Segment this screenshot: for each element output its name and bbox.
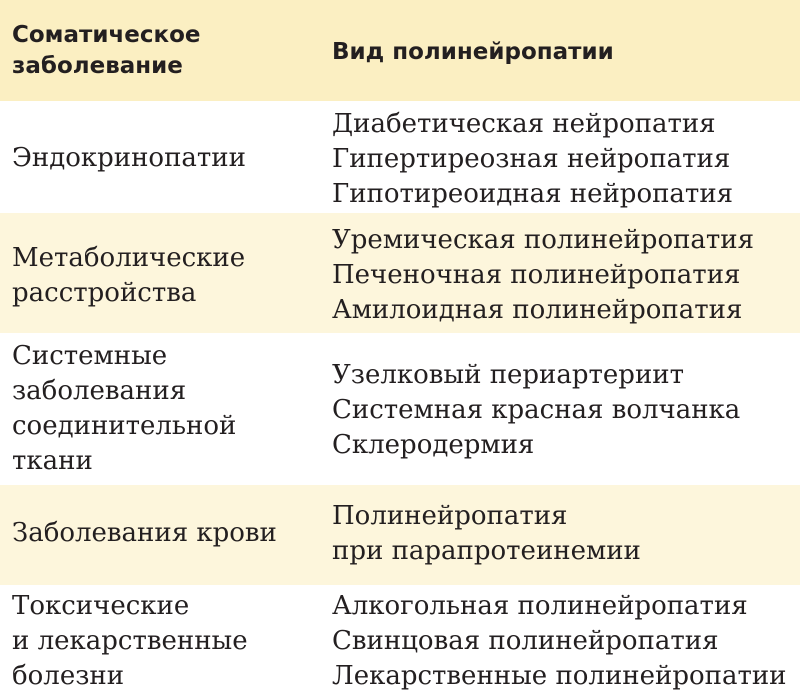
type-line: Печеночная полинейропатия (332, 260, 741, 290)
disease-line: Системные (12, 341, 168, 371)
type-line: Узелковый периартериит (332, 360, 684, 390)
type-line: Гипертиреозная нейропатия (332, 144, 731, 174)
header-somatic-disease (12, 20, 200, 82)
disease-line: соединительной (12, 411, 237, 441)
disease-cell (12, 339, 236, 479)
types-cell (332, 589, 787, 694)
disease-cell (12, 141, 246, 176)
type-line: Лекарственные полинейропатии (332, 661, 787, 691)
table-row (0, 213, 800, 333)
disease-cell (12, 516, 277, 551)
disease-line: расстройства (12, 278, 197, 308)
type-line: Уремическая полинейропатия (332, 225, 755, 255)
types-cell (332, 358, 740, 463)
type-line: Амилоидная полинейропатия (332, 295, 743, 325)
table-row (0, 585, 800, 696)
type-line: Гипотиреоидная нейропатия (332, 179, 734, 209)
types-cell (332, 223, 754, 328)
disease-line: Заболевания крови (12, 518, 277, 548)
header-neuropathy-type: Вид полинейропатии (332, 39, 614, 65)
disease-cell (12, 589, 248, 694)
table-header (0, 0, 800, 101)
table-row (0, 485, 800, 585)
disease-line: и лекарственные (12, 626, 248, 656)
disease-line: заболевания (12, 376, 187, 406)
disease-line: Метаболические (12, 243, 246, 273)
type-line: Диабетическая нейропатия (332, 109, 716, 139)
disease-line: болезни (12, 661, 125, 691)
type-line: Алкогольная полинейропатия (332, 591, 748, 621)
header-col1-line: заболевание (12, 53, 183, 79)
type-line: Склеродермия (332, 430, 535, 460)
type-line: Свинцовая полинейропатия (332, 626, 719, 656)
header-col1-line: Соматическое (12, 22, 201, 48)
table-row (0, 333, 800, 485)
type-line: Полинейропатия (332, 501, 568, 531)
disease-cell (12, 241, 245, 311)
type-line: при парапротеинемии (332, 536, 641, 566)
table-row (0, 101, 800, 213)
disease-line: Эндокринопатии (12, 143, 246, 173)
type-line: Системная красная волчанка (332, 395, 741, 425)
disease-line: Токсические (12, 591, 190, 621)
types-cell (332, 499, 641, 569)
disease-line: ткани (12, 446, 93, 476)
types-cell (332, 107, 733, 212)
